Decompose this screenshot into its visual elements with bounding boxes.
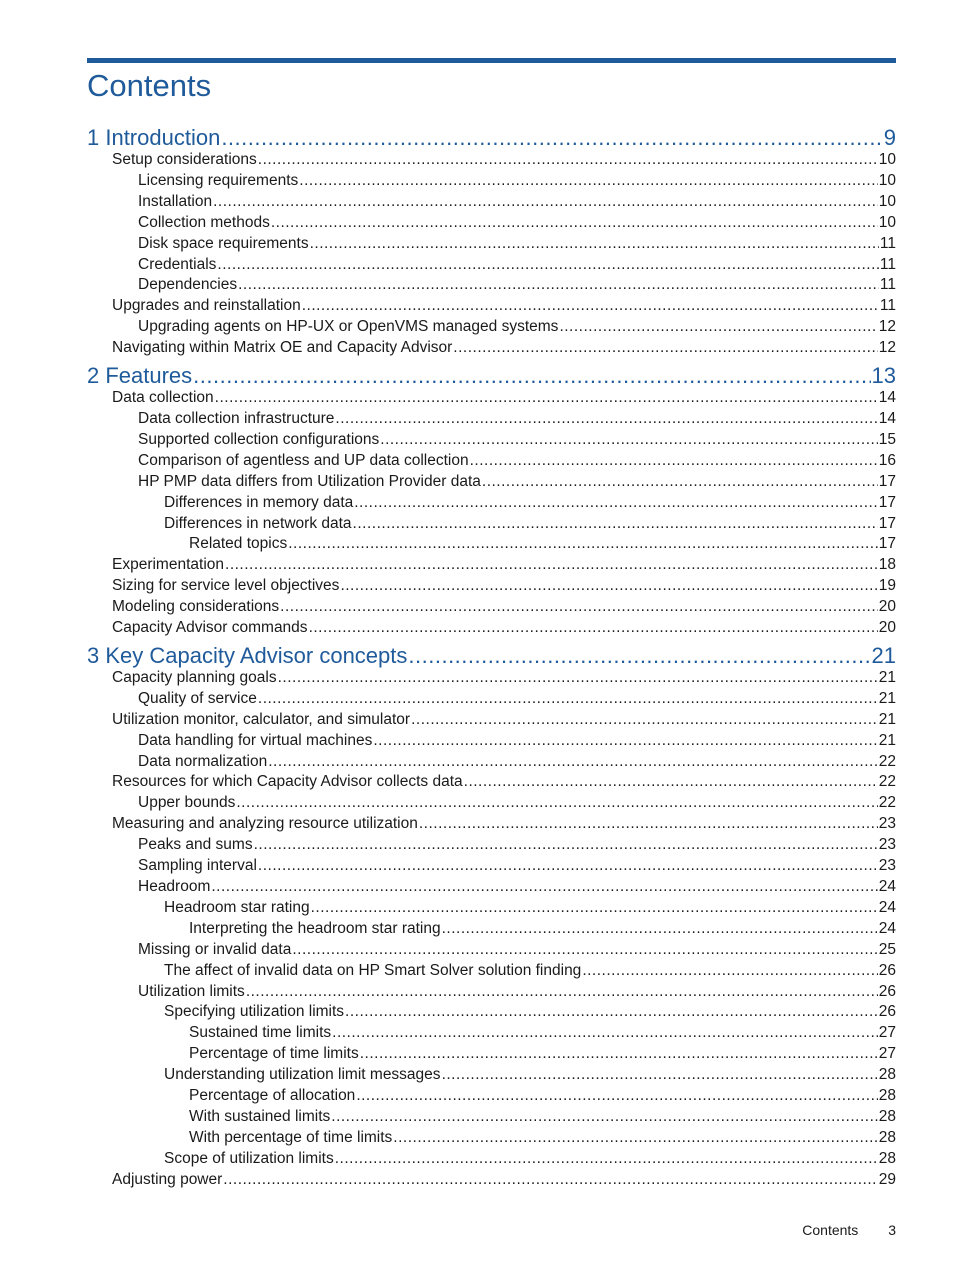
- toc-entry-title: Capacity planning goals: [112, 668, 277, 686]
- toc-entry-title: Setup considerations: [112, 151, 257, 168]
- header-rule: [87, 58, 896, 63]
- toc-entry[interactable]: [87, 514, 896, 535]
- toc-entry[interactable]: [87, 317, 896, 338]
- toc-entry-title: Missing or invalid data: [138, 940, 292, 958]
- toc-entry[interactable]: [87, 1023, 896, 1044]
- table-of-contents: [87, 121, 896, 1191]
- toc-entry-page: 20: [878, 619, 896, 637]
- toc-entry-page: 26: [878, 1003, 896, 1021]
- toc-entry-title: Headroom star rating: [164, 898, 310, 916]
- toc-entry-title: Experimentation: [112, 556, 225, 574]
- toc-leader-dots: [559, 317, 877, 338]
- toc-entry-title: 1 Introduction: [87, 125, 221, 150]
- toc-leader-dots: [340, 576, 877, 597]
- toc-entry-page: 10: [878, 192, 896, 210]
- toc-entry-title: Peaks and sums: [138, 836, 253, 854]
- toc-entry-title: HP PMP data differs from Utilization Provider data: [138, 472, 481, 490]
- toc-chapter-entry[interactable]: [87, 124, 896, 152]
- toc-leader-dots: [411, 710, 878, 731]
- toc-leader-dots: [211, 877, 877, 898]
- toc-entry[interactable]: [87, 275, 896, 296]
- toc-entry[interactable]: [87, 689, 896, 710]
- toc-entry[interactable]: [87, 1044, 896, 1065]
- toc-entry[interactable]: [87, 898, 896, 919]
- page-footer: [802, 1222, 896, 1238]
- toc-leader-dots: [288, 534, 878, 555]
- toc-leader-dots: [582, 961, 877, 982]
- toc-leader-dots: [470, 451, 878, 472]
- toc-entry-page: 20: [878, 598, 896, 616]
- toc-leader-dots: [419, 814, 878, 835]
- toc-leader-dots: [380, 430, 877, 451]
- toc-entry[interactable]: [87, 213, 896, 234]
- toc-entry-title: Supported collection configurations: [138, 430, 380, 448]
- toc-entry-title: Measuring and analyzing resource utilization: [112, 815, 418, 833]
- toc-leader-dots: [299, 171, 877, 192]
- toc-entry[interactable]: [87, 1002, 896, 1023]
- toc-entry-page: 25: [878, 940, 896, 958]
- toc-leader-dots: [238, 275, 879, 296]
- footer-page-number: 3: [888, 1222, 896, 1238]
- toc-leader-dots: [335, 1149, 878, 1170]
- toc-leader-dots: [442, 1065, 878, 1086]
- toc-entry-title: Comparison of agentless and UP data collection: [138, 451, 469, 469]
- toc-entry-title: Collection methods: [138, 213, 270, 231]
- toc-entry[interactable]: [87, 1065, 896, 1086]
- toc-entry-title: Data normalization: [138, 752, 268, 770]
- toc-entry-page: 15: [878, 430, 896, 448]
- toc-entry[interactable]: [87, 451, 896, 472]
- toc-entry-page: 17: [878, 514, 896, 532]
- toc-entry-page: 27: [878, 1045, 896, 1063]
- toc-entry-title: Resources for which Capacity Advisor collects data: [112, 773, 463, 791]
- toc-entry[interactable]: [87, 255, 896, 276]
- toc-leader-dots: [356, 1086, 877, 1107]
- toc-entry-page: 23: [878, 815, 896, 833]
- toc-entry-page: 12: [878, 318, 896, 336]
- toc-entry-page: 23: [878, 857, 896, 875]
- toc-entry-page: 22: [878, 794, 896, 812]
- toc-entry[interactable]: [87, 597, 896, 618]
- toc-leader-dots: [464, 772, 878, 793]
- toc-entry-page: 23: [878, 836, 896, 854]
- toc-entry-page: 9: [883, 125, 896, 150]
- toc-entry[interactable]: [87, 338, 896, 359]
- toc-entry-page: 12: [878, 339, 896, 357]
- toc-entry[interactable]: [87, 793, 896, 814]
- toc-entry[interactable]: [87, 296, 896, 317]
- toc-entry-title: Headroom: [138, 878, 211, 895]
- toc-entry[interactable]: [87, 534, 896, 555]
- toc-entry-page: 17: [878, 535, 896, 553]
- toc-entry-page: 10: [878, 151, 896, 168]
- toc-entry-page: 10: [878, 171, 896, 189]
- toc-leader-dots: [482, 472, 878, 493]
- toc-entry-title: Interpreting the headroom star rating: [189, 919, 441, 937]
- toc-entry[interactable]: [87, 961, 896, 982]
- toc-entry[interactable]: [87, 1170, 896, 1191]
- toc-leader-dots: [221, 124, 882, 152]
- toc-entry-page: 28: [878, 1087, 896, 1105]
- toc-entry-page: 21: [878, 710, 896, 728]
- toc-leader-dots: [268, 752, 878, 773]
- toc-entry-page: 11: [879, 234, 896, 252]
- toc-leader-dots: [271, 213, 878, 234]
- toc-entry-title: With sustained limits: [189, 1107, 331, 1125]
- toc-entry-page: 19: [878, 577, 896, 595]
- toc-entry[interactable]: [87, 1107, 896, 1128]
- toc-entry-page: 18: [878, 556, 896, 574]
- toc-entry-title: Dependencies: [138, 276, 238, 294]
- toc-entry[interactable]: [87, 493, 896, 514]
- toc-entry-title: Upper bounds: [138, 794, 236, 812]
- toc-entry[interactable]: [87, 710, 896, 731]
- toc-entry-page: 26: [878, 961, 896, 979]
- toc-entry-title: Differences in network data: [164, 514, 352, 532]
- toc-leader-dots: [345, 1002, 878, 1023]
- toc-leader-dots: [223, 1170, 877, 1191]
- toc-leader-dots: [353, 514, 878, 535]
- toc-entry[interactable]: [87, 1128, 896, 1149]
- toc-leader-dots: [236, 793, 877, 814]
- toc-entry[interactable]: [87, 388, 896, 409]
- toc-entry-title: Capacity Advisor commands: [112, 619, 308, 637]
- toc-entry-page: 10: [878, 213, 896, 231]
- toc-entry-page: 21: [878, 668, 896, 686]
- toc-entry-page: 14: [878, 409, 896, 427]
- toc-entry[interactable]: [87, 752, 896, 773]
- toc-entry-page: 11: [879, 276, 896, 294]
- toc-leader-dots: [246, 982, 878, 1003]
- toc-leader-dots: [302, 296, 879, 317]
- toc-entry-title: Utilization limits: [138, 982, 245, 1000]
- toc-entry[interactable]: [87, 772, 896, 793]
- toc-entry-page: 21: [878, 689, 896, 707]
- toc-entry[interactable]: [87, 856, 896, 877]
- toc-leader-dots: [278, 668, 878, 689]
- toc-entry-page: 28: [878, 1149, 896, 1167]
- toc-entry-title: The affect of invalid data on HP Smart Solver solution finding: [164, 961, 582, 979]
- toc-leader-dots: [280, 597, 878, 618]
- toc-entry-title: Related topics: [189, 535, 288, 553]
- toc-entry-page: 24: [878, 898, 896, 916]
- toc-entry-page: 27: [878, 1024, 896, 1042]
- toc-entry[interactable]: [87, 1086, 896, 1107]
- toc-entry-page: 11: [879, 255, 896, 273]
- toc-entry-title: Sampling interval: [138, 857, 257, 875]
- toc-entry-title: Quality of service: [138, 689, 257, 707]
- toc-entry[interactable]: [87, 150, 896, 171]
- toc-entry-title: Understanding utilization limit messages: [164, 1066, 441, 1084]
- toc-chapter-entry[interactable]: [87, 362, 896, 390]
- toc-entry-title: Differences in memory data: [164, 493, 354, 511]
- toc-entry-title: Navigating within Matrix OE and Capacity Advisor: [112, 339, 453, 357]
- toc-entry-title: Upgrades and reinstallation: [112, 297, 301, 315]
- toc-leader-dots: [373, 731, 877, 752]
- toc-leader-dots: [453, 338, 877, 359]
- toc-entry-page: 24: [878, 878, 896, 895]
- toc-leader-dots: [360, 1044, 878, 1065]
- toc-entry-title: Disk space requirements: [138, 234, 309, 252]
- toc-entry-title: Adjusting power: [112, 1170, 223, 1188]
- toc-entry-title: Data collection: [112, 389, 214, 407]
- toc-entry-title: Licensing requirements: [138, 171, 299, 189]
- toc-entry[interactable]: [87, 472, 896, 493]
- toc-entry-title: Data handling for virtual machines: [138, 731, 373, 749]
- toc-entry[interactable]: [87, 940, 896, 961]
- toc-leader-dots: [309, 618, 878, 639]
- toc-leader-dots: [335, 409, 877, 430]
- toc-entry-page: 11: [879, 297, 896, 315]
- toc-leader-dots: [354, 493, 878, 514]
- toc-entry[interactable]: [87, 430, 896, 451]
- toc-entry-title: Sustained time limits: [189, 1024, 332, 1042]
- toc-entry[interactable]: [87, 576, 896, 597]
- toc-entry-page: 24: [878, 919, 896, 937]
- toc-entry-title: Modeling considerations: [112, 598, 280, 616]
- toc-entry-page: 13: [871, 363, 896, 389]
- toc-entry-title: Upgrading agents on HP-UX or OpenVMS managed systems: [138, 318, 559, 336]
- toc-leader-dots: [408, 642, 870, 670]
- page-title: Contents: [87, 68, 212, 103]
- toc-leader-dots: [193, 362, 870, 390]
- toc-entry-title: Installation: [138, 192, 213, 210]
- toc-entry-title: 3 Key Capacity Advisor concepts: [87, 642, 408, 668]
- toc-leader-dots: [258, 150, 878, 171]
- toc-entry-title: Sizing for service level objectives: [112, 577, 340, 595]
- toc-leader-dots: [442, 919, 878, 940]
- toc-leader-dots: [225, 555, 878, 576]
- toc-entry-title: Utilization monitor, calculator, and simulator: [112, 710, 411, 728]
- toc-leader-dots: [292, 940, 877, 961]
- toc-entry-title: With percentage of time limits: [189, 1128, 393, 1146]
- toc-entry-title: Data collection infrastructure: [138, 409, 335, 427]
- toc-entry-title: 2 Features: [87, 363, 193, 389]
- toc-leader-dots: [258, 856, 878, 877]
- toc-entry[interactable]: [87, 919, 896, 940]
- toc-entry[interactable]: [87, 814, 896, 835]
- toc-entry-page: 21: [878, 731, 896, 749]
- toc-entry-page: 29: [878, 1170, 896, 1188]
- toc-entry[interactable]: [87, 1149, 896, 1170]
- toc-entry-page: 21: [871, 642, 896, 668]
- toc-leader-dots: [254, 835, 878, 856]
- toc-entry-page: 14: [878, 389, 896, 407]
- toc-entry[interactable]: [87, 618, 896, 639]
- toc-leader-dots: [311, 898, 878, 919]
- toc-entry-title: Specifying utilization limits: [164, 1003, 345, 1021]
- toc-entry-title: Scope of utilization limits: [164, 1149, 334, 1167]
- toc-leader-dots: [213, 192, 878, 213]
- toc-entry[interactable]: [87, 555, 896, 576]
- toc-entry[interactable]: [87, 192, 896, 213]
- toc-leader-dots: [332, 1023, 878, 1044]
- toc-entry[interactable]: [87, 877, 896, 898]
- toc-leader-dots: [393, 1128, 877, 1149]
- toc-entry-page: 16: [878, 451, 896, 469]
- footer-label: Contents: [802, 1222, 859, 1238]
- toc-entry-page: 28: [878, 1066, 896, 1084]
- toc-leader-dots: [258, 689, 878, 710]
- toc-chapter-entry[interactable]: [87, 642, 896, 670]
- toc-leader-dots: [310, 234, 879, 255]
- toc-entry[interactable]: [87, 731, 896, 752]
- toc-leader-dots: [217, 255, 879, 276]
- toc-entry-title: Credentials: [138, 255, 217, 273]
- toc-leader-dots: [331, 1107, 877, 1128]
- toc-entry-page: 17: [878, 472, 896, 490]
- toc-entry[interactable]: [87, 668, 896, 689]
- toc-entry-title: Percentage of time limits: [189, 1045, 359, 1063]
- toc-entry-page: 28: [878, 1128, 896, 1146]
- toc-entry-page: 22: [878, 773, 896, 791]
- toc-entry-title: Percentage of allocation: [189, 1087, 356, 1105]
- toc-entry-page: 22: [878, 752, 896, 770]
- toc-entry[interactable]: [87, 982, 896, 1003]
- toc-leader-dots: [215, 388, 878, 409]
- toc-entry-page: 28: [878, 1107, 896, 1125]
- toc-entry-page: 26: [878, 982, 896, 1000]
- toc-entry[interactable]: [87, 171, 896, 192]
- toc-entry[interactable]: [87, 409, 896, 430]
- toc-entry-page: 17: [878, 493, 896, 511]
- toc-entry[interactable]: [87, 835, 896, 856]
- toc-entry[interactable]: [87, 234, 896, 255]
